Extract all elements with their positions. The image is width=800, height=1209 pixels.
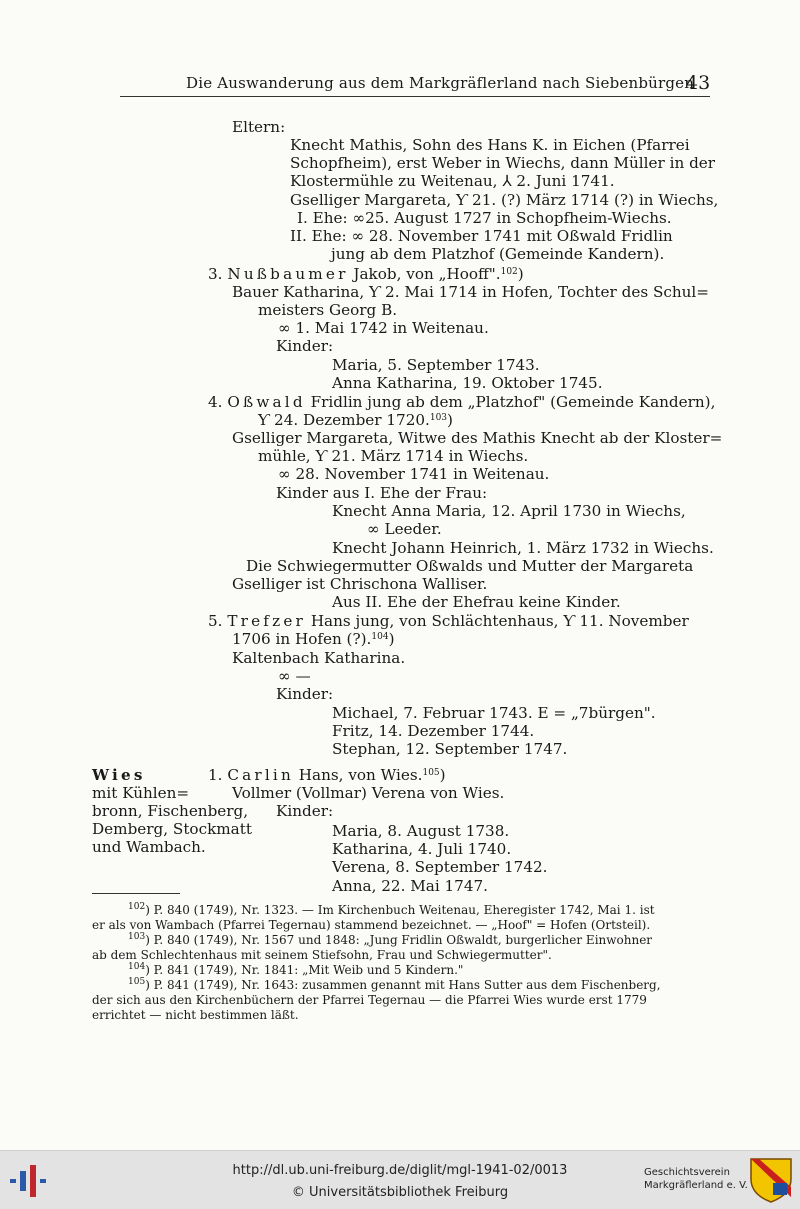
footnote-line: ab dem Schlechtenhaus mit seinem Stiefsohn, Frau und Schwiegermutter".: [92, 948, 552, 962]
text-line: Gselliger ist Chrischona Walliser.: [232, 575, 488, 593]
text-line: Maria, 8. August 1738.: [332, 822, 510, 840]
entry-surname: Nußbaumer: [227, 265, 349, 283]
text-line: Kaltenbach Katharina.: [232, 649, 406, 667]
text-line: Gselliger Margareta, Witwe des Mathis Knecht ab der Kloster=: [232, 429, 723, 447]
text-line: ∞ Leeder.: [367, 520, 442, 538]
footnote-104: $^{104}$) P. 841 (1749), Nr. 1841: „Mit Weib und 5 Kindern.": [128, 962, 464, 977]
text-line: jung ab dem Platzhof (Gemeinde Kandern).: [331, 245, 665, 263]
entry-surname: Trefzer: [227, 612, 306, 630]
text-line: Kinder:: [276, 802, 334, 820]
footnote-105: $^{105}$) P. 841 (1749), Nr. 1643: zusammen genannt mit Hans Sutter aus dem Fischenberg,: [128, 977, 661, 992]
text-line: ∞ 1. Mai 1742 in Weitenau.: [278, 319, 489, 337]
footnote-line: er als von Wambach (Pfarrei Tegernau) stammend bezeichnet. — „Hoof" = Hofen (Ortsteil).: [92, 918, 651, 932]
text-line: I. Ehe: ∞25. August 1727 in Schopfheim-Wiechs.: [297, 209, 672, 227]
text-line: Maria, 5. September 1743.: [332, 356, 540, 374]
text-line: Aus II. Ehe der Ehefrau keine Kinder.: [332, 593, 621, 611]
text-line: Klostermühle zu Weitenau, ⅄ 2. Juni 1741.: [290, 172, 615, 190]
text-line: Verena, 8. September 1742.: [332, 858, 548, 876]
text-line: Kinder aus I. Ehe der Frau:: [276, 484, 488, 502]
text-line: II. Ehe: ∞ 28. November 1741 mit Oßwald Fridlin: [290, 227, 673, 245]
side-note: mit Kühlen=: [92, 784, 190, 802]
text-line: Schopfheim), erst Weber in Wiechs, dann Müller in der: [290, 154, 716, 172]
footnote-number: 102: [128, 902, 146, 912]
footnote-ref: 103: [429, 413, 448, 423]
entry-surname: Carlin: [227, 766, 294, 784]
footnote-line: der sich aus den Kirchenbüchern der Pfarrei Tegernau — die Pfarrei Wies wurde erst 1779: [92, 993, 647, 1007]
side-note: bronn, Fischenberg,: [92, 802, 249, 820]
footnote-102: $^{102}$) P. 840 (1749), Nr. 1323. — Im Kirchenbuch Weitenau, Eheregister 1742, Mai 1. ist: [128, 902, 655, 917]
footnote-line: errichtet — nicht bestimmen läßt.: [92, 1008, 299, 1022]
entry-number: 4.: [208, 393, 223, 411]
entry-number: 1.: [208, 766, 223, 784]
text-line: ∞ 28. November 1741 in Weitenau.: [278, 465, 550, 483]
text-line: Knecht Anna Maria, 12. April 1730 in Wiechs,: [332, 502, 686, 520]
entry-text: Jakob, von „Hooff".: [353, 265, 501, 283]
entry-line: [208, 265, 524, 283]
entry-line: [208, 393, 715, 411]
entry-line: 1. Carlin Hans, von Wies.$^{105}$): [208, 766, 446, 784]
text-line: mühle, Ƴ 21. März 1714 in Wiechs.: [258, 447, 529, 465]
page-number: 43: [686, 72, 711, 94]
text-line: Michael, 7. Februar 1743. E = „7bürgen".: [332, 704, 656, 722]
text-line: Die Schwiegermutter Oßwalds und Mutter der Margareta: [246, 557, 694, 575]
entry-surname: Oßwald: [227, 393, 306, 411]
text-line: Fritz, 14. Dezember 1744.: [332, 722, 535, 740]
footnote-ref: 102: [500, 267, 518, 277]
text-line: Anna Katharina, 19. Oktober 1745.: [332, 374, 603, 392]
text-line: Kinder:: [276, 685, 334, 703]
text-line: Stephan, 12. September 1747.: [332, 740, 568, 758]
footnote-ref: 105: [422, 768, 440, 778]
text-line: Kinder:: [276, 337, 334, 355]
document-url-link[interactable]: http://dl.ub.uni-freiburg.de/diglit/mgl-1941-02/0013: [232, 1163, 568, 1178]
text-line: Katharina, 4. Juli 1740.: [332, 840, 512, 858]
text-line: ∞ —: [278, 667, 311, 685]
footnote-number: 103: [128, 932, 146, 942]
text-line: Anna, 22. Mai 1747.: [332, 877, 488, 895]
viewer-footer: [0, 1150, 800, 1209]
text-line: Bauer Katharina, Ƴ 2. Mai 1714 in Hofen, Tochter des Schul=: [232, 283, 709, 301]
entry-text: ): [517, 265, 524, 283]
side-heading-place: Wies: [92, 766, 146, 784]
text-line: 1706 in Hofen (?).$^{104}$): [232, 630, 395, 648]
entry-text: Fridlin jung ab dem „Platzhof" (Gemeinde Kandern),: [310, 393, 716, 411]
text-line: Gselliger Margareta, Ƴ 21. (?) März 1714 (?) in Wiechs,: [290, 191, 719, 209]
side-note: Demberg, Stockmatt: [92, 820, 252, 838]
entry-number: 5.: [208, 612, 223, 630]
footnote-ref: 104: [371, 632, 389, 642]
copyright-text: © Universitätsbibliothek Freiburg: [291, 1185, 509, 1200]
text-line: Ƴ 24. Dezember 1720.$^{103}$): [258, 411, 453, 429]
text-line: Eltern:: [232, 118, 286, 136]
side-note: und Wambach.: [92, 838, 206, 856]
organization-name: Geschichtsverein Markgräflerland e. V.: [644, 1167, 748, 1191]
footnote-number: 104: [128, 962, 146, 972]
text-line: meisters Georg B.: [258, 301, 398, 319]
coat-of-arms-icon[interactable]: [749, 1157, 793, 1203]
footnote-divider: [92, 893, 180, 894]
entry-number: 3.: [208, 265, 223, 283]
text-line: Knecht Johann Heinrich, 1. März 1732 in Wiechs.: [332, 539, 714, 557]
text-line: Knecht Mathis, Sohn des Hans K. in Eichen (Pfarrei: [290, 136, 690, 154]
text-line: Vollmer (Vollmar) Verena von Wies.: [232, 784, 505, 802]
entry-line: [208, 612, 689, 630]
entry-text: Hans jung, von Schlächtenhaus, Ƴ 11. November: [310, 612, 689, 630]
footnote-103: $^{103}$) P. 840 (1749), Nr. 1567 und 1848: „Jung Fridlin Oßwaldt, burgerlicher Einwohner: [128, 932, 653, 947]
header-divider: [120, 96, 710, 97]
entry-text: Hans, von Wies.: [298, 766, 423, 784]
footnote-number: 105: [128, 977, 146, 987]
running-header: Die Auswanderung aus dem Markgräflerland nach Siebenbürgen: [186, 74, 695, 92]
